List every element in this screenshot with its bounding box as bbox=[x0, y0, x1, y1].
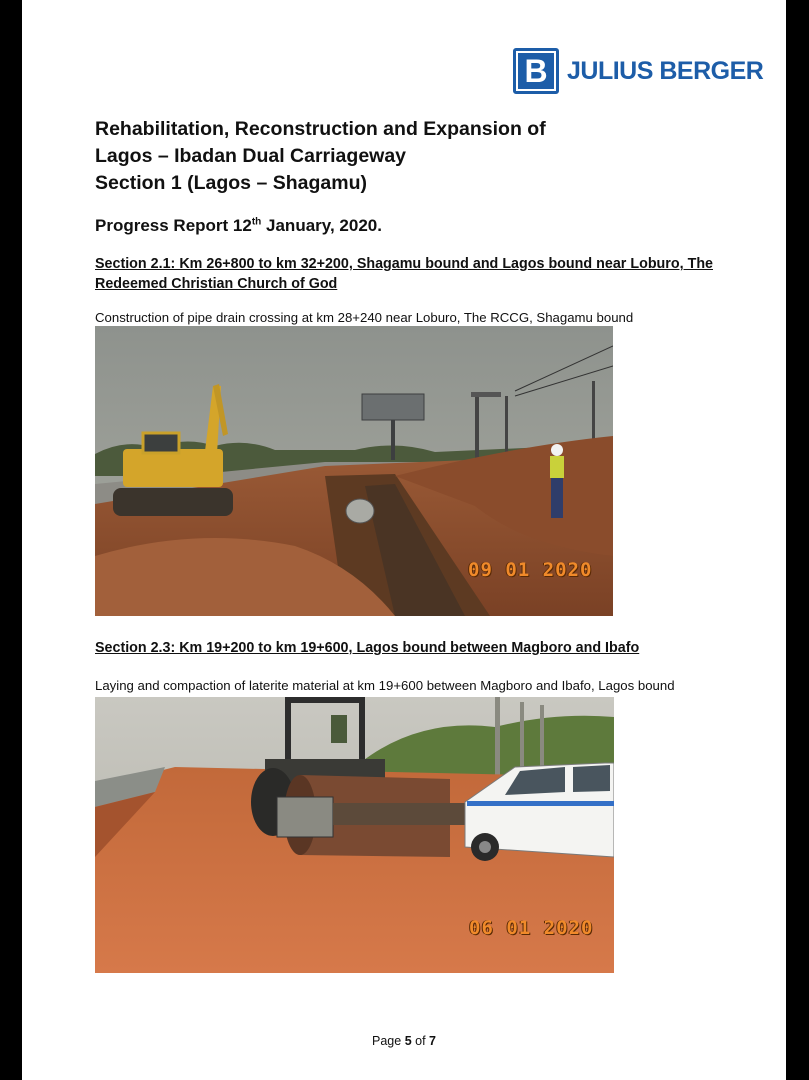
footer-page-number: 5 bbox=[404, 1034, 412, 1048]
company-logo bbox=[513, 48, 763, 94]
section-2-3-caption: Laying and compaction of laterite material at km 19+600 between Magboro and Ibafo, Lagos bound bbox=[95, 678, 675, 693]
section-2-1-heading: Section 2.1: Km 26+800 to km 32+200, Shagamu bound and Lagos bound near Loburo, The Redeemed Christian Church of God bbox=[95, 256, 713, 292]
progress-report-date bbox=[95, 216, 382, 236]
title-line-1: Rehabilitation, Reconstruction and Expansion of bbox=[95, 118, 546, 140]
logo-glyph: B bbox=[518, 53, 554, 89]
footer-of-label: of bbox=[415, 1034, 426, 1048]
photo-pipe-drain-construction bbox=[95, 326, 613, 616]
logo-wordmark: JULIUS BERGER bbox=[567, 56, 764, 85]
photo-laterite-compaction bbox=[95, 697, 614, 973]
page-footer bbox=[22, 1034, 786, 1048]
logo-mark bbox=[513, 48, 559, 94]
footer-page-label: Page bbox=[372, 1034, 402, 1048]
section-2-1-caption: Construction of pipe drain crossing at km 28+240 near Loburo, The RCCG, Shagamu bound bbox=[95, 310, 634, 325]
report-suffix: January, 2020. bbox=[261, 216, 382, 235]
document-page bbox=[22, 0, 786, 1080]
photo-1-date-stamp: 09 01 2020 bbox=[468, 559, 593, 581]
photo-2-date-stamp: 06 01 2020 bbox=[469, 917, 594, 939]
report-title bbox=[95, 116, 715, 197]
title-line-3: Section 1 (Lagos – Shagamu) bbox=[95, 172, 367, 194]
section-2-3-heading: Section 2.3: Km 19+200 to km 19+600, Lagos bound between Magboro and Ibafo bbox=[95, 640, 640, 656]
title-line-2: Lagos – Ibadan Dual Carriageway bbox=[95, 145, 407, 167]
footer-total-pages: 7 bbox=[429, 1034, 436, 1048]
report-superscript: th bbox=[251, 216, 262, 228]
report-prefix: Progress Report 12 bbox=[95, 216, 252, 235]
